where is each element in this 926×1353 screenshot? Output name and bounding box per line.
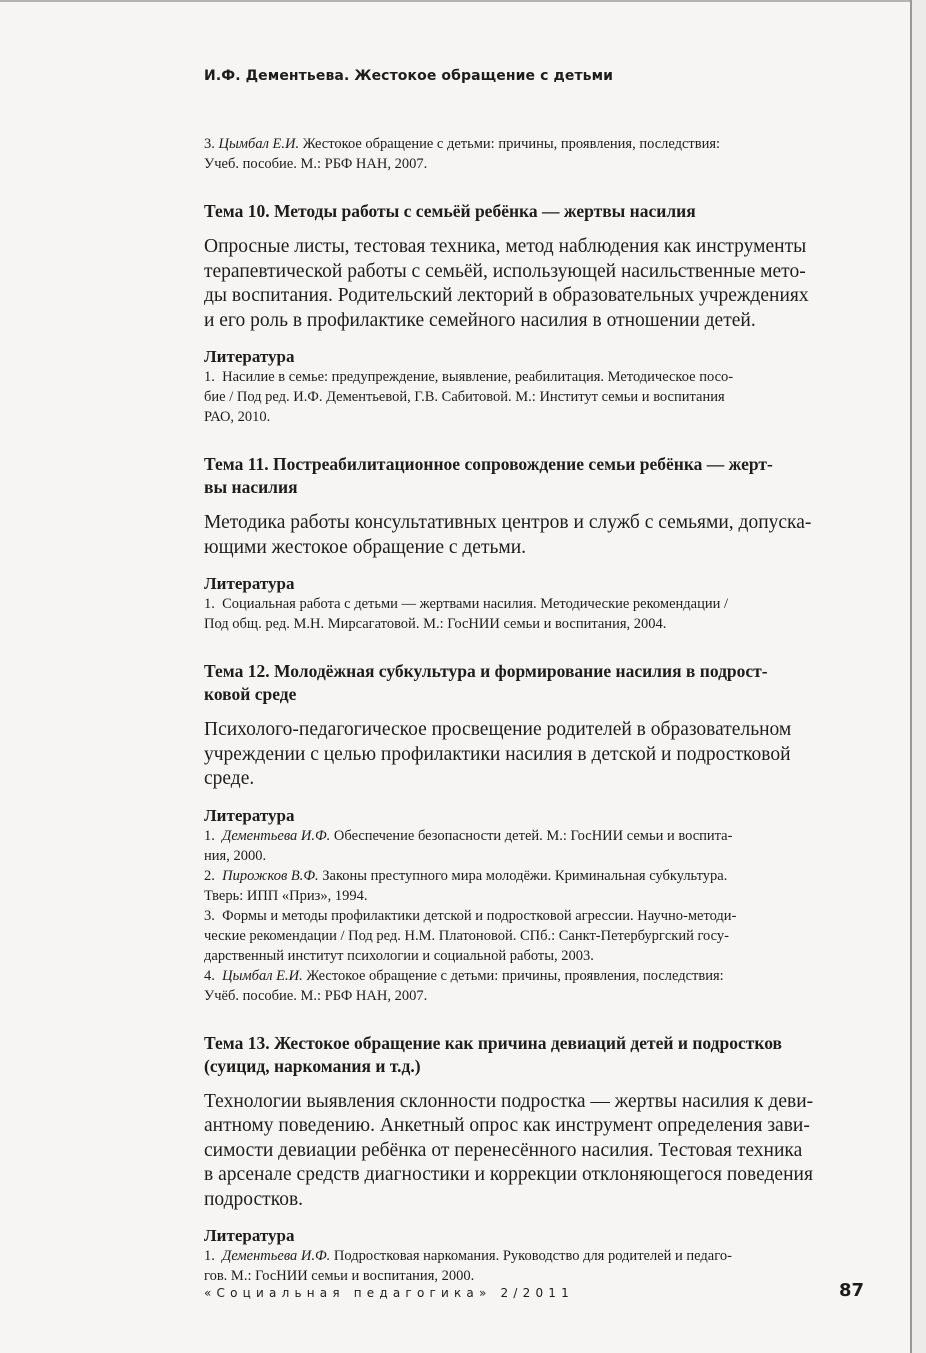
reference-line <box>204 594 864 614</box>
topic-title-line: Тема 11. Постреабилитационное сопровождение семьи ребёнка — жерт- <box>204 454 773 474</box>
topic-section <box>204 1032 864 1287</box>
topic-title <box>204 660 864 706</box>
running-head: И.Ф. Дементьева. Жестокое обращение с детьми <box>204 68 614 84</box>
topic-body-line: среде. <box>204 768 255 789</box>
ref-text: Насилие в семье: предупреждение, выявление, реабилитация. Методическое посо- <box>222 369 734 385</box>
ref-text: Социальная работа с детьми — жертвами насилия. Методические рекомендации / <box>222 596 729 612</box>
literature-heading: Литература <box>204 347 295 366</box>
reference-list <box>204 367 864 427</box>
topic-title <box>204 1032 864 1078</box>
reference-line <box>204 966 864 986</box>
page-number: 87 <box>838 1280 864 1301</box>
ref-author: Цымбал Е.И. <box>218 136 300 152</box>
reference-line <box>204 886 864 906</box>
topic-body-line: антному поведению. Анкетный опрос как инструмент определения зави- <box>204 1115 810 1136</box>
topic-body <box>204 718 864 792</box>
literature-heading: Литература <box>204 574 295 593</box>
page-content <box>204 68 864 1286</box>
ref-text: Тверь: ИПП «Приз», 1994. <box>204 887 368 904</box>
ref-number: 1. <box>204 596 215 612</box>
reference-line <box>204 846 864 866</box>
topic-title <box>204 453 864 499</box>
ref-author: Цымбал Е.И. <box>222 967 303 984</box>
reference-line <box>204 387 864 407</box>
ref-number: 2. <box>204 867 215 884</box>
topic-body-line: подростков. <box>204 1188 304 1210</box>
reference-line <box>204 1246 864 1266</box>
topic-body-line: в арсенале средств диагностики и коррекции отклоняющегося поведения <box>204 1164 813 1185</box>
topic-section <box>204 200 864 427</box>
ref-author: Дементьева И.Ф. <box>222 1248 331 1264</box>
ref-text: бие / Под ред. И.Ф. Дементьевой, Г.В. Сабитовой. М.: Институт семьи и воспитания <box>204 389 725 405</box>
ref-text: гов. М.: ГосНИИ семьи и воспитания, 2000. <box>204 1268 475 1284</box>
reference-line <box>204 407 864 427</box>
topic-section <box>204 660 864 1006</box>
topic-body-line: учреждении с целью профилактики насилия в детской и подростковой <box>204 743 791 765</box>
topic-body-line: симости девиации ребёнка от перенесённого насилия. Тестовая техника <box>204 1139 803 1161</box>
literature-heading: Литература <box>204 805 295 825</box>
ref-text: Законы преступного мира молодёжи. Криминальная субкультура. <box>322 867 728 884</box>
ref-text: Жестокое обращение с детьми: причины, проявления, последствия: <box>306 967 724 984</box>
reference-line <box>204 826 864 846</box>
topic-body-line: и его роль в профилактике семейного насилия в отношении детей. <box>204 309 756 331</box>
topic-title-line: (суицид, наркомания и т.д.) <box>204 1055 421 1076</box>
reference-line <box>204 367 864 387</box>
ref-text: Формы и методы профилактики детской и подростковой агрессии. Научно-методи- <box>222 907 737 924</box>
topic-title-line: Тема 10. Методы работы с семьёй ребёнка — жертвы насилия <box>204 201 696 221</box>
reference-line <box>204 986 864 1006</box>
reference-line <box>204 614 864 634</box>
topic-body <box>204 1090 864 1213</box>
intro-ref-line-1 <box>204 134 864 154</box>
topic-body <box>204 235 864 333</box>
topic-title <box>204 200 864 223</box>
page-footer <box>204 1280 864 1310</box>
ref-text: Подростковая наркомания. Руководство для родителей и педаго- <box>333 1248 732 1264</box>
reference-line <box>204 946 864 966</box>
page-top-edge <box>0 0 910 2</box>
topics-container <box>204 200 864 1286</box>
ref-text: РАО, 2010. <box>204 409 271 425</box>
ref-number: 4. <box>204 967 215 984</box>
topic-title-line: Тема 12. Молодёжная субкультура и формирование насилия в подрост- <box>204 661 768 681</box>
reference-line <box>204 926 864 946</box>
topic-body <box>204 511 864 560</box>
topic-body-line: ды воспитания. Родительский лекторий в образовательных учреждениях <box>204 285 809 306</box>
ref-number: 1. <box>204 827 215 844</box>
topic-section <box>204 453 864 634</box>
literature-heading: Литература <box>204 1226 295 1245</box>
ref-text: Жестокое обращение с детьми: причины, проявления, последствия: <box>302 136 721 152</box>
reference-list <box>204 594 864 634</box>
ref-number: 1. <box>204 1248 215 1264</box>
topic-body-line: терапевтической работы с семьёй, использующей насильственные мето- <box>204 260 806 282</box>
ref-text: Учёб. пособие. М.: РБФ НАН, 2007. <box>204 987 428 1004</box>
ref-number: 3. <box>204 136 215 152</box>
ref-number: 3. <box>204 907 215 924</box>
ref-text: ческие рекомендации / Под ред. Н.М. Платоновой. СПб.: Санкт-Петербургский госу- <box>204 927 729 944</box>
ref-author: Дементьева И.Ф. <box>222 827 331 844</box>
topic-body-line: Методика работы консультативных центров и служб с семьями, допуска- <box>204 512 812 533</box>
topic-title-line: ковой среде <box>204 684 297 704</box>
journal-title: «Социальная педагогика» 2/2011 <box>204 1286 574 1300</box>
topic-body-line: Технологии выявления склонности подростка — жертвы насилия к деви- <box>204 1090 814 1112</box>
ref-text: ния, 2000. <box>204 847 267 864</box>
intro-reference <box>204 134 864 174</box>
topic-body-line: Психолого-педагогическое просвещение родителей в образовательном <box>204 719 792 740</box>
topic-body-line: Опросные листы, тестовая техника, метод наблюдения как инструменты <box>204 236 807 257</box>
reference-list <box>204 826 864 1006</box>
topic-title-line: Тема 13. Жестокое обращение как причина девиаций детей и подростков <box>204 1032 782 1053</box>
topic-body-line: ющими жестокое обращение с детьми. <box>204 536 527 558</box>
ref-author: Пирожков В.Ф. <box>222 867 319 884</box>
ref-text: Обеспечение безопасности детей. М.: ГосНИИ семьи и воспита- <box>333 827 733 844</box>
reference-line <box>204 906 864 926</box>
topic-title-line: вы насилия <box>204 477 298 497</box>
intro-ref-line-2: Учеб. пособие. М.: РБФ НАН, 2007. <box>204 156 428 172</box>
reference-line <box>204 866 864 886</box>
ref-text: дарственный институт психологии и социальной работы, 2003. <box>204 947 594 964</box>
ref-text: Под общ. ред. М.Н. Мирсагатовой. М.: ГосНИИ семьи и воспитания, 2004. <box>204 616 667 632</box>
ref-number: 1. <box>204 369 215 385</box>
